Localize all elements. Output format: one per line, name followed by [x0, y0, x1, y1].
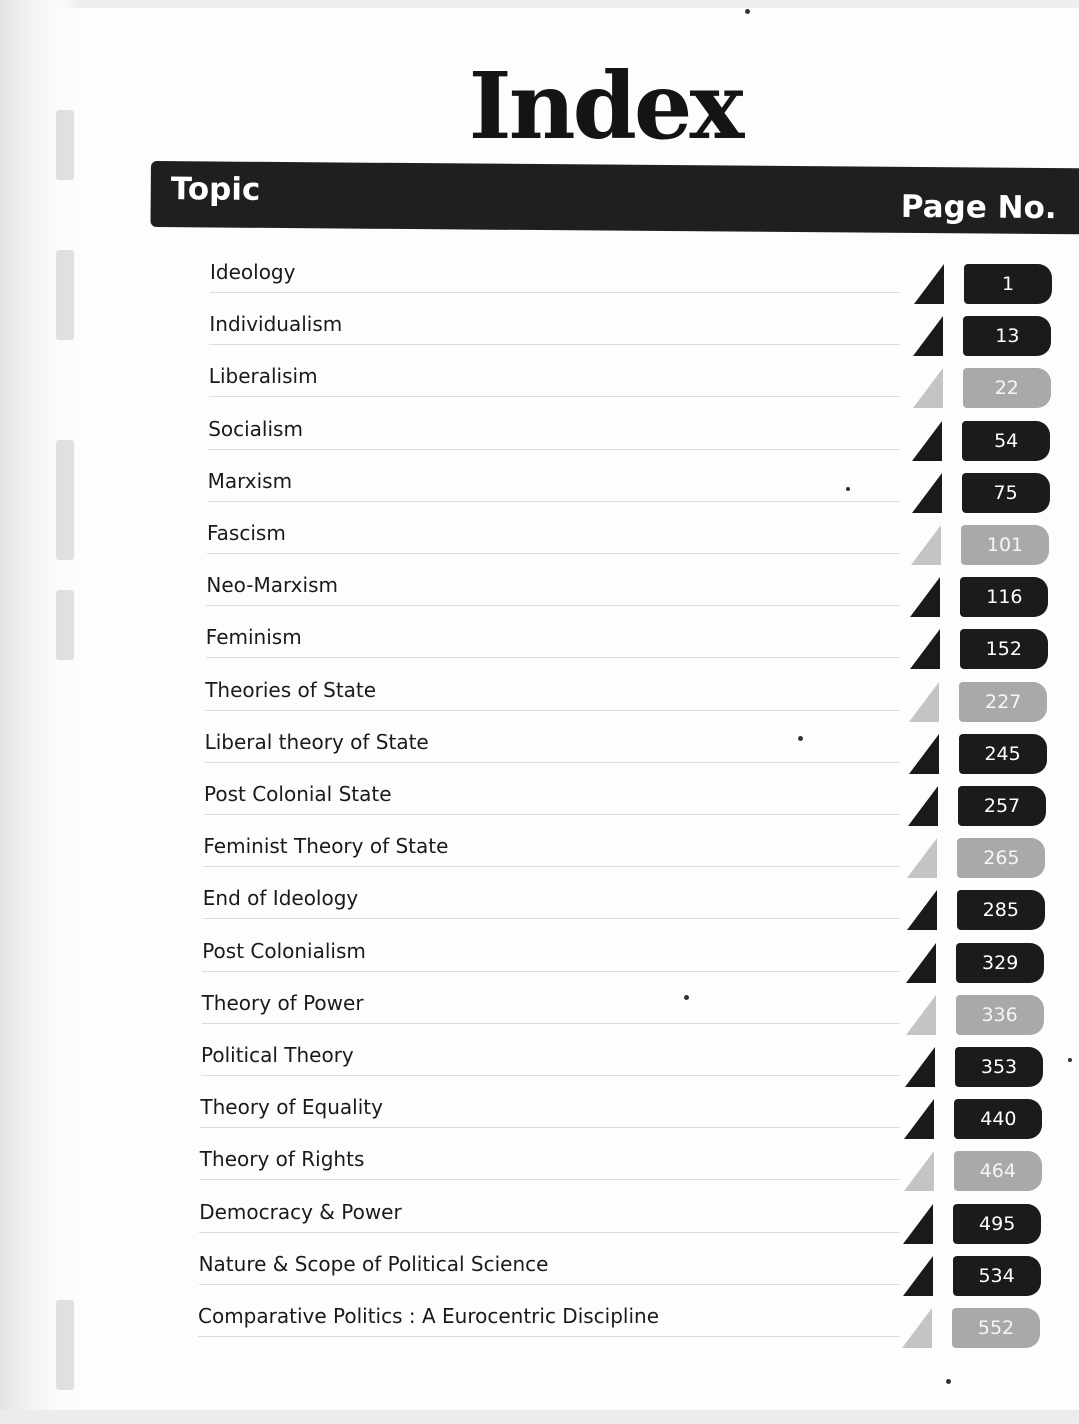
scan-speck: [684, 995, 689, 1000]
index-row: [208, 413, 980, 457]
index-row: [199, 1248, 980, 1292]
topic-label: Theory of Rights: [199, 1147, 365, 1172]
index-row: [209, 308, 980, 352]
page-number-badge: 116: [960, 577, 1048, 617]
corner-arrow-icon: [913, 316, 943, 356]
row-divider: [203, 918, 900, 919]
page-number-badge: 329: [956, 943, 1044, 983]
topic-label: Ideology: [210, 260, 296, 284]
index-row: [208, 465, 980, 509]
corner-arrow-icon: [906, 943, 936, 983]
topic-label: Liberal theory of State: [204, 729, 429, 754]
topic-label: End of Ideology: [202, 886, 359, 911]
index-row: [201, 1039, 980, 1083]
page-number-badge: 22: [963, 368, 1051, 408]
index-row: [200, 1091, 980, 1135]
index-row: [205, 674, 980, 718]
page-number-badge: 13: [963, 316, 1051, 356]
row-divider: [209, 344, 900, 345]
topic-label: Theories of State: [205, 677, 377, 702]
row-divider: [199, 1284, 900, 1285]
page-number-badge: 336: [956, 995, 1044, 1035]
topic-label: Feminist Theory of State: [203, 834, 449, 859]
corner-arrow-icon: [912, 421, 942, 461]
index-row: [203, 830, 980, 874]
topic-label: Theory of Power: [201, 990, 364, 1015]
row-divider: [200, 1179, 900, 1180]
corner-arrow-icon: [904, 1099, 934, 1139]
row-divider: [203, 866, 900, 867]
page-number-badge: 353: [955, 1047, 1043, 1087]
row-divider: [201, 1075, 900, 1076]
index-row: [206, 621, 980, 665]
page-number-badge: 1: [964, 264, 1052, 304]
corner-arrow-icon: [914, 264, 944, 304]
page-number-badge: 495: [953, 1204, 1041, 1244]
page-number-badge: 75: [962, 473, 1050, 513]
topic-label: Individualism: [209, 312, 343, 337]
corner-arrow-icon: [909, 734, 939, 774]
topic-label: Comparative Politics : A Eurocentric Discipline: [198, 1304, 660, 1328]
corner-arrow-icon: [902, 1308, 932, 1348]
row-divider: [204, 814, 900, 815]
corner-arrow-icon: [903, 1256, 933, 1296]
page-number-badge: 257: [958, 786, 1046, 826]
topic-label: Marxism: [207, 468, 293, 493]
row-divider: [207, 553, 900, 554]
topic-label: Post Colonialism: [202, 938, 366, 963]
page-number-badge: 227: [959, 682, 1047, 722]
topic-label: Feminism: [205, 625, 302, 650]
index-row: [207, 517, 980, 561]
page-number-badge: 101: [961, 525, 1049, 565]
index-row: [202, 987, 980, 1031]
row-divider: [205, 762, 900, 763]
index-row: [200, 1143, 980, 1187]
row-divider: [209, 396, 900, 397]
corner-arrow-icon: [903, 1204, 933, 1244]
page-bottom-edge: [0, 1410, 1079, 1424]
page-number-badge: 285: [957, 890, 1045, 930]
row-divider: [198, 1336, 900, 1337]
topic-label: Post Colonial State: [204, 782, 392, 806]
row-divider: [202, 1023, 900, 1024]
topic-label: Neo-Marxism: [206, 573, 338, 598]
row-divider: [208, 449, 900, 450]
corner-arrow-icon: [907, 890, 937, 930]
index-row: [202, 935, 980, 979]
page-number-badge: 54: [962, 421, 1050, 461]
index-row: [209, 360, 980, 404]
row-divider: [200, 1127, 900, 1128]
topic-label: Nature & Scope of Political Science: [198, 1251, 549, 1276]
topic-label: Liberalisim: [208, 364, 318, 389]
page-number-badge: 265: [957, 838, 1045, 878]
corner-arrow-icon: [905, 1047, 935, 1087]
topic-label: Democracy & Power: [199, 1199, 402, 1224]
topic-label: Socialism: [208, 416, 303, 441]
index-row: [203, 882, 980, 926]
topic-label: Theory of Equality: [200, 1095, 383, 1120]
scan-speck: [745, 9, 750, 14]
topic-label: Political Theory: [201, 1043, 354, 1067]
corner-arrow-icon: [904, 1151, 934, 1191]
corner-arrow-icon: [907, 838, 937, 878]
corner-arrow-icon: [913, 368, 943, 408]
corner-arrow-icon: [906, 995, 936, 1035]
page-title: Index: [468, 52, 742, 160]
page-no-column-header: Page No.: [900, 188, 1057, 227]
scan-speck: [798, 736, 803, 741]
row-divider: [208, 501, 900, 502]
page-number-badge: 534: [953, 1256, 1041, 1296]
index-row: [199, 1196, 980, 1240]
scan-speck: [1068, 1058, 1072, 1062]
page-number-badge: 440: [954, 1099, 1042, 1139]
page-number-badge: 152: [960, 629, 1048, 669]
row-divider: [210, 292, 900, 293]
index-row: [204, 778, 980, 822]
index-row: [205, 726, 980, 770]
corner-arrow-icon: [909, 682, 939, 722]
index-row: [210, 256, 980, 300]
row-divider: [202, 971, 900, 972]
scan-speck: [846, 487, 850, 491]
corner-arrow-icon: [911, 525, 941, 565]
index-row: [206, 569, 980, 613]
page-number-badge: 464: [954, 1151, 1042, 1191]
page-number-badge: 552: [952, 1308, 1040, 1348]
topic-label: Fascism: [207, 521, 286, 545]
topic-column-header: Topic: [170, 171, 261, 208]
page-number-badge: 245: [959, 734, 1047, 774]
scan-speck: [946, 1379, 951, 1384]
corner-arrow-icon: [912, 473, 942, 513]
row-divider: [205, 710, 900, 711]
corner-arrow-icon: [910, 577, 940, 617]
row-divider: [206, 657, 900, 658]
row-divider: [199, 1232, 900, 1233]
row-divider: [206, 605, 900, 606]
index-row: [198, 1300, 980, 1344]
corner-arrow-icon: [908, 786, 938, 826]
corner-arrow-icon: [910, 629, 940, 669]
